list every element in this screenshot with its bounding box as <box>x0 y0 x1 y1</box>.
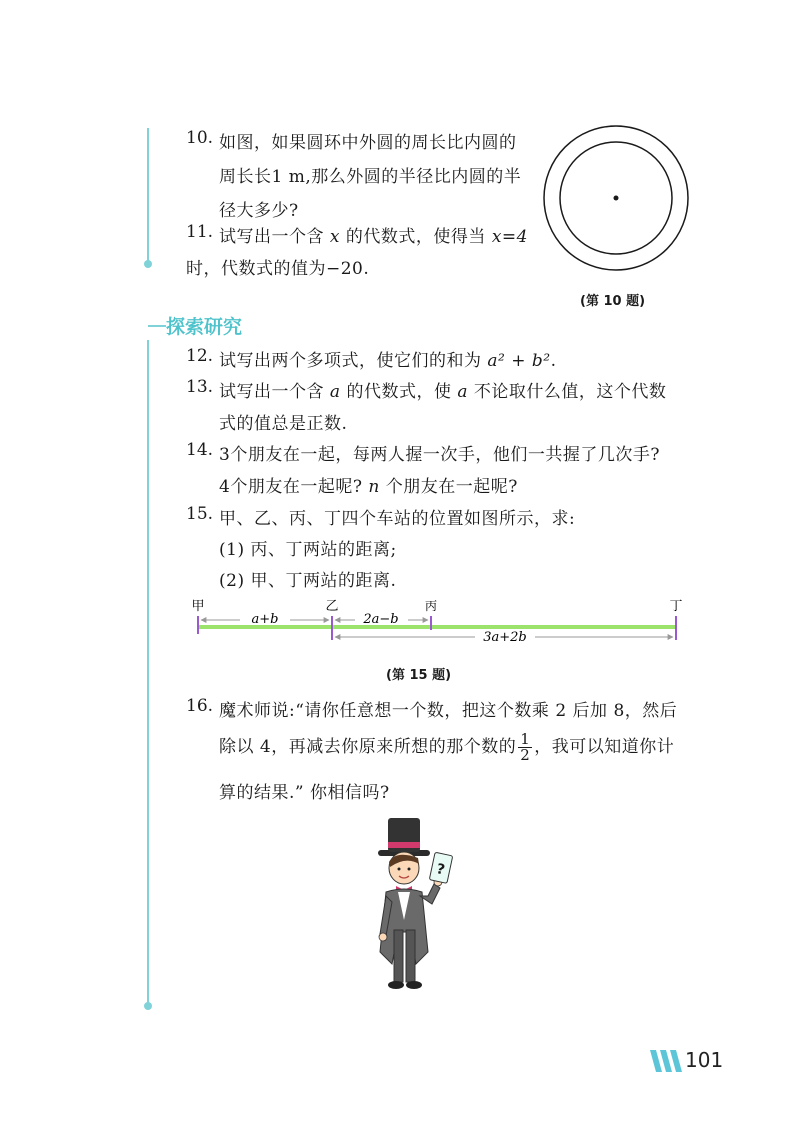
q14-number: 14. <box>186 440 214 460</box>
right-leg <box>406 930 415 982</box>
q13-var-a: a <box>329 382 341 402</box>
q12-expression: a² + b² <box>487 351 551 371</box>
page-marker-icon <box>650 1050 684 1072</box>
card-question-mark: ? <box>434 861 447 879</box>
q16-fraction <box>518 732 532 763</box>
q15-line2: (1) 丙、丁两站的距离; <box>219 540 397 560</box>
q13-number: 13. <box>186 377 214 397</box>
q16-line3: 算的结果.” 你相信吗? <box>219 783 390 803</box>
q16-number: 16. <box>186 696 214 716</box>
q13-text-a: 试写出一个含 <box>219 382 324 402</box>
fraction-numerator: 1 <box>520 730 531 748</box>
q11-number: 11. <box>186 222 214 242</box>
section-rule <box>148 325 166 327</box>
q14-text-a: 4个朋友在一起呢? <box>219 477 363 497</box>
left-leg <box>394 930 403 982</box>
q16-line2 <box>219 732 674 763</box>
q11-text-b: 的代数式，使得当 <box>345 227 486 247</box>
hat-band <box>388 842 420 848</box>
margin-rule-bottom <box>147 340 149 1006</box>
segment-bd-label: 3a+2b <box>483 630 527 645</box>
margin-rule-top <box>147 128 149 264</box>
q10-line3: 径大多少? <box>219 201 299 221</box>
q13-line1 <box>219 377 666 402</box>
q13-var-a2: a <box>457 382 468 402</box>
page-number: 101 <box>685 1048 724 1072</box>
q16-line1: 魔术师说:“请你任意想一个数，把这个数乘 2 后加 8，然后 <box>219 701 678 721</box>
q15-caption: (第 15 题) <box>386 668 452 683</box>
q13-text-b: 的代数式，使 <box>346 382 452 402</box>
q10-caption: (第 10 题) <box>580 294 646 309</box>
q10-line1: 如图，如果圆环中外圆的周长比内圆的 <box>219 133 517 153</box>
q11-equation: x=4 <box>491 227 528 247</box>
station-bing: 丙 <box>424 599 438 613</box>
q15-line3: (2) 甲、丁两站的距离. <box>219 571 397 591</box>
q14-line2 <box>219 472 518 497</box>
q12-number: 12. <box>186 346 214 366</box>
station-diagram <box>190 596 690 648</box>
q10-line2: 周长长1 m,那么外圆的半径比内圆的半 <box>219 167 522 187</box>
ring-figure <box>542 124 690 272</box>
station-jia: 甲 <box>191 599 205 614</box>
q10-number: 10. <box>186 128 214 148</box>
section-title: 探索研究 <box>166 316 243 338</box>
center-point <box>614 196 619 201</box>
station-yi: 乙 <box>325 599 339 614</box>
q14-text-b: 个朋友在一起呢? <box>385 477 518 497</box>
q13-line2: 式的值总是正数. <box>219 414 348 434</box>
station-ding: 丁 <box>669 599 683 614</box>
q16-text-b: ，我可以知道你计 <box>534 737 675 757</box>
q12-text: 试写出两个多项式，使它们的和为 <box>219 351 482 371</box>
q11-var-x: x <box>329 227 340 247</box>
q16-text-a: 除以 4，再减去你原来所想的那个数的 <box>219 737 517 757</box>
segment-bc-label: 2a−b <box>363 612 399 627</box>
q14-line1: 3个朋友在一起，每两人握一次手，他们一共握了几次手? <box>219 445 660 465</box>
q12-line1 <box>219 346 557 371</box>
q14-var-n: n <box>368 477 380 497</box>
magician-illustration <box>370 812 470 997</box>
q11-line2: 时，代数式的值为−20. <box>186 259 370 279</box>
question-card <box>429 852 452 883</box>
q11-line1 <box>219 222 528 247</box>
fraction-denominator: 2 <box>520 746 531 764</box>
segment-ab-label: a+b <box>251 612 279 627</box>
q15-line1: 甲、乙、丙、丁四个车站的位置如图所示，求: <box>219 509 576 529</box>
margin-rule-top-dot <box>144 260 152 268</box>
q12-end: . <box>550 351 557 371</box>
q13-text-c: 不论取什么值，这个代数 <box>473 382 667 402</box>
margin-rule-bottom-dot <box>144 1002 152 1010</box>
q15-number: 15. <box>186 504 214 524</box>
q11-text-a: 试写出一个含 <box>219 227 324 247</box>
